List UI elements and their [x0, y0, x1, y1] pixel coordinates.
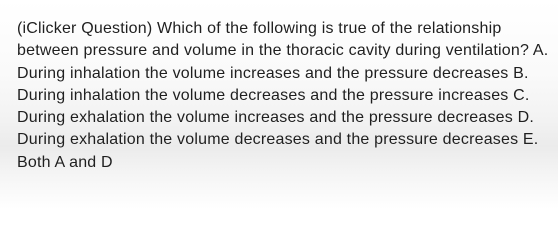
question-text: (iClicker Question) Which of the following is true of the relationship between pressure and volume in the thoracic cavity during ventilation? A. During inhalation the volume increases and the pressure decreases B. During inhalation the volume decreases and the pressure increases C. During exhalation the volume increases and the pressure decreases D. During exhalation the volume decreases and the pressure decreases E. Both A and D	[17, 20, 549, 171]
